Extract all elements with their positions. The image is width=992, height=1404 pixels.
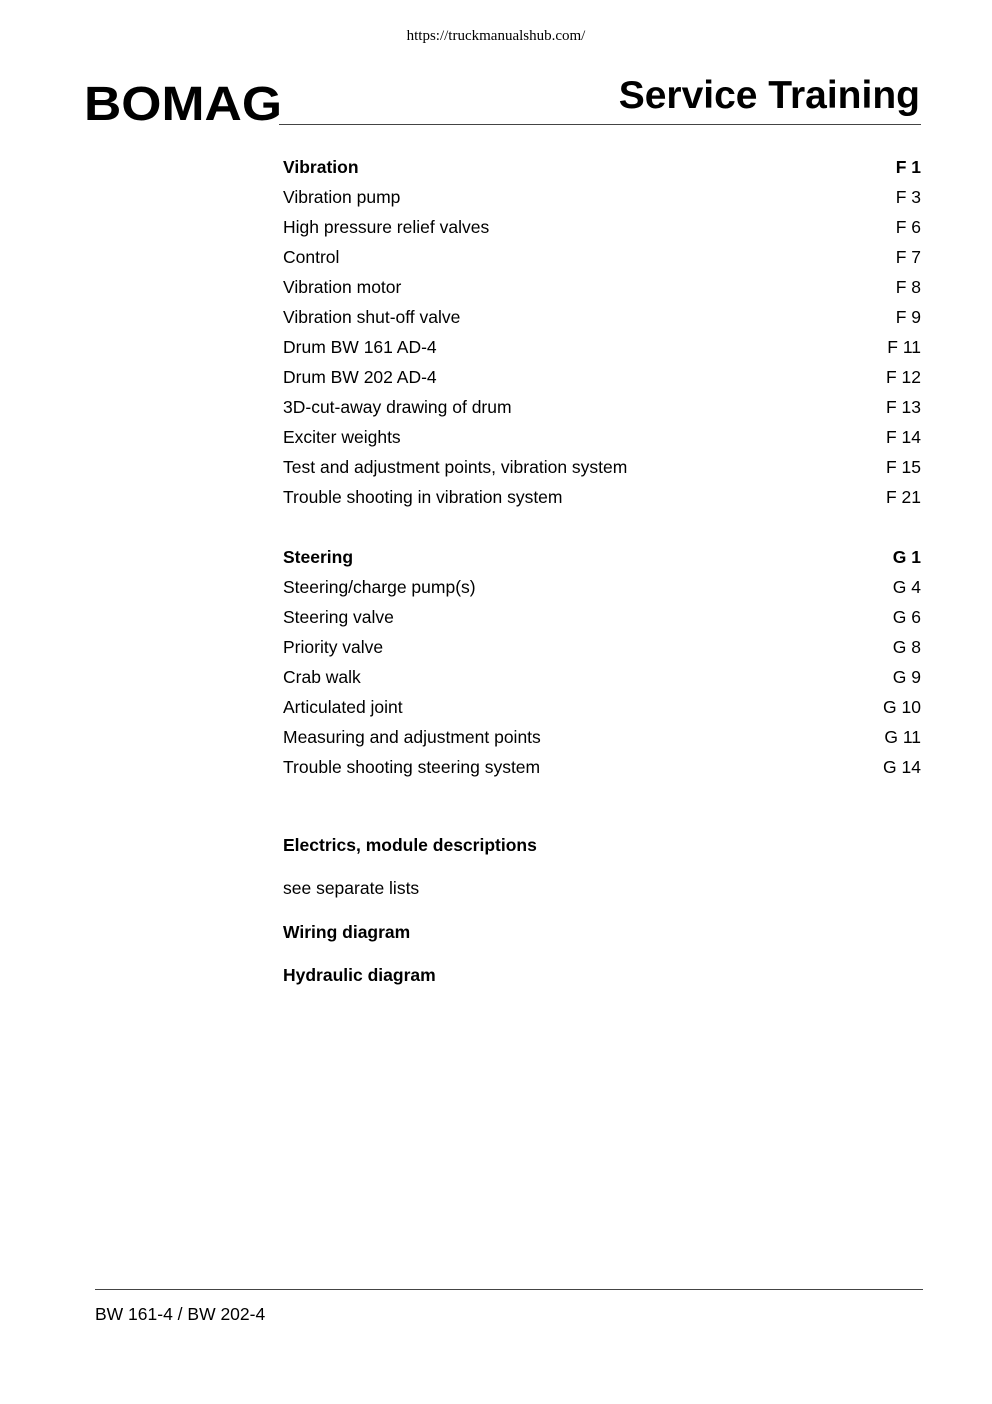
toc-item-page: G 9 xyxy=(892,667,921,687)
toc-item xyxy=(283,457,921,487)
toc-item xyxy=(283,337,921,367)
toc-item-page: F 15 xyxy=(885,457,921,477)
page-title: Service Training xyxy=(618,74,920,117)
toc-item-label: High pressure relief valves xyxy=(283,217,490,237)
toc-item-page: F 8 xyxy=(895,277,921,297)
svg-text:BOMAG: BOMAG xyxy=(84,78,282,128)
toc-section-vibration xyxy=(283,157,921,517)
toc-item-page: G 14 xyxy=(883,757,921,777)
toc-item-label: Drum BW 161 AD-4 xyxy=(283,337,437,357)
toc-item-label: Control xyxy=(283,247,340,267)
toc-heading-label: Steering xyxy=(283,547,354,567)
toc-heading-vibration xyxy=(283,157,921,187)
toc-item-page: F 7 xyxy=(895,247,921,267)
toc-item-page: F 9 xyxy=(895,307,921,327)
toc-item-page: G 10 xyxy=(883,697,921,717)
electrics-note: see separate lists xyxy=(283,878,420,898)
toc-item xyxy=(283,427,921,457)
toc-item-page: G 6 xyxy=(892,607,921,627)
toc-item xyxy=(283,757,921,787)
toc-item xyxy=(283,727,921,757)
toc-item-label: Priority valve xyxy=(283,637,384,657)
source-url: https://truckmanualshub.com/ xyxy=(406,28,586,44)
toc-item-label: Measuring and adjustment points xyxy=(283,727,541,747)
toc-item-label: Articulated joint xyxy=(283,697,403,717)
bomag-logo xyxy=(84,78,284,128)
toc-item xyxy=(283,277,921,307)
toc-item-label: Trouble shooting in vibration system xyxy=(283,487,563,507)
toc-item xyxy=(283,367,921,397)
toc-item-page: F 21 xyxy=(885,487,921,507)
toc-heading-page: F 1 xyxy=(895,157,921,177)
toc-heading-page: G 1 xyxy=(892,547,921,567)
hydraulic-diagram-heading: Hydraulic diagram xyxy=(283,965,436,985)
toc-item-page: F 3 xyxy=(895,187,921,207)
toc-item xyxy=(283,187,921,217)
toc-item xyxy=(283,667,921,697)
toc-item-label: Crab walk xyxy=(283,667,361,687)
toc-item-page: F 13 xyxy=(885,397,921,417)
toc-item-page: F 12 xyxy=(885,367,921,387)
toc-item-page: F 6 xyxy=(895,217,921,237)
toc-item xyxy=(283,577,921,607)
toc-item xyxy=(283,397,921,427)
toc-item-page: G 8 xyxy=(892,637,921,657)
toc-item-page: F 11 xyxy=(887,337,921,357)
toc-item-label: 3D-cut-away drawing of drum xyxy=(283,397,512,417)
toc-item xyxy=(283,697,921,727)
toc-item xyxy=(283,307,921,337)
toc-item-label: Steering valve xyxy=(283,607,394,627)
toc-item-label: Trouble shooting steering system xyxy=(283,757,541,777)
toc-item xyxy=(283,217,921,247)
toc-item-label: Vibration shut-off valve xyxy=(283,307,461,327)
toc-item-label: Steering/charge pump(s) xyxy=(283,577,476,597)
toc-item-label: Vibration pump xyxy=(283,187,401,207)
toc-item-label: Drum BW 202 AD-4 xyxy=(283,367,437,387)
electrics-heading: Electrics, module descriptions xyxy=(283,835,537,855)
toc-item-page: F 14 xyxy=(885,427,921,447)
toc-heading-steering xyxy=(283,547,921,577)
toc-section-steering xyxy=(283,547,921,787)
wiring-diagram-heading: Wiring diagram xyxy=(283,922,411,942)
toc-item xyxy=(283,607,921,637)
toc-item xyxy=(283,487,921,517)
toc-item-label: Vibration motor xyxy=(283,277,402,297)
toc-item-page: G 4 xyxy=(892,577,921,597)
toc-item-page: G 11 xyxy=(884,727,921,747)
toc-item xyxy=(283,637,921,667)
footer-divider xyxy=(95,1289,923,1290)
toc-item-label: Exciter weights xyxy=(283,427,401,447)
toc-item-label: Test and adjustment points, vibration system xyxy=(283,457,628,477)
footer-model: BW 161-4 / BW 202-4 xyxy=(95,1304,266,1324)
toc-heading-label: Vibration xyxy=(283,157,359,177)
header-divider xyxy=(279,124,921,125)
toc-item xyxy=(283,247,921,277)
